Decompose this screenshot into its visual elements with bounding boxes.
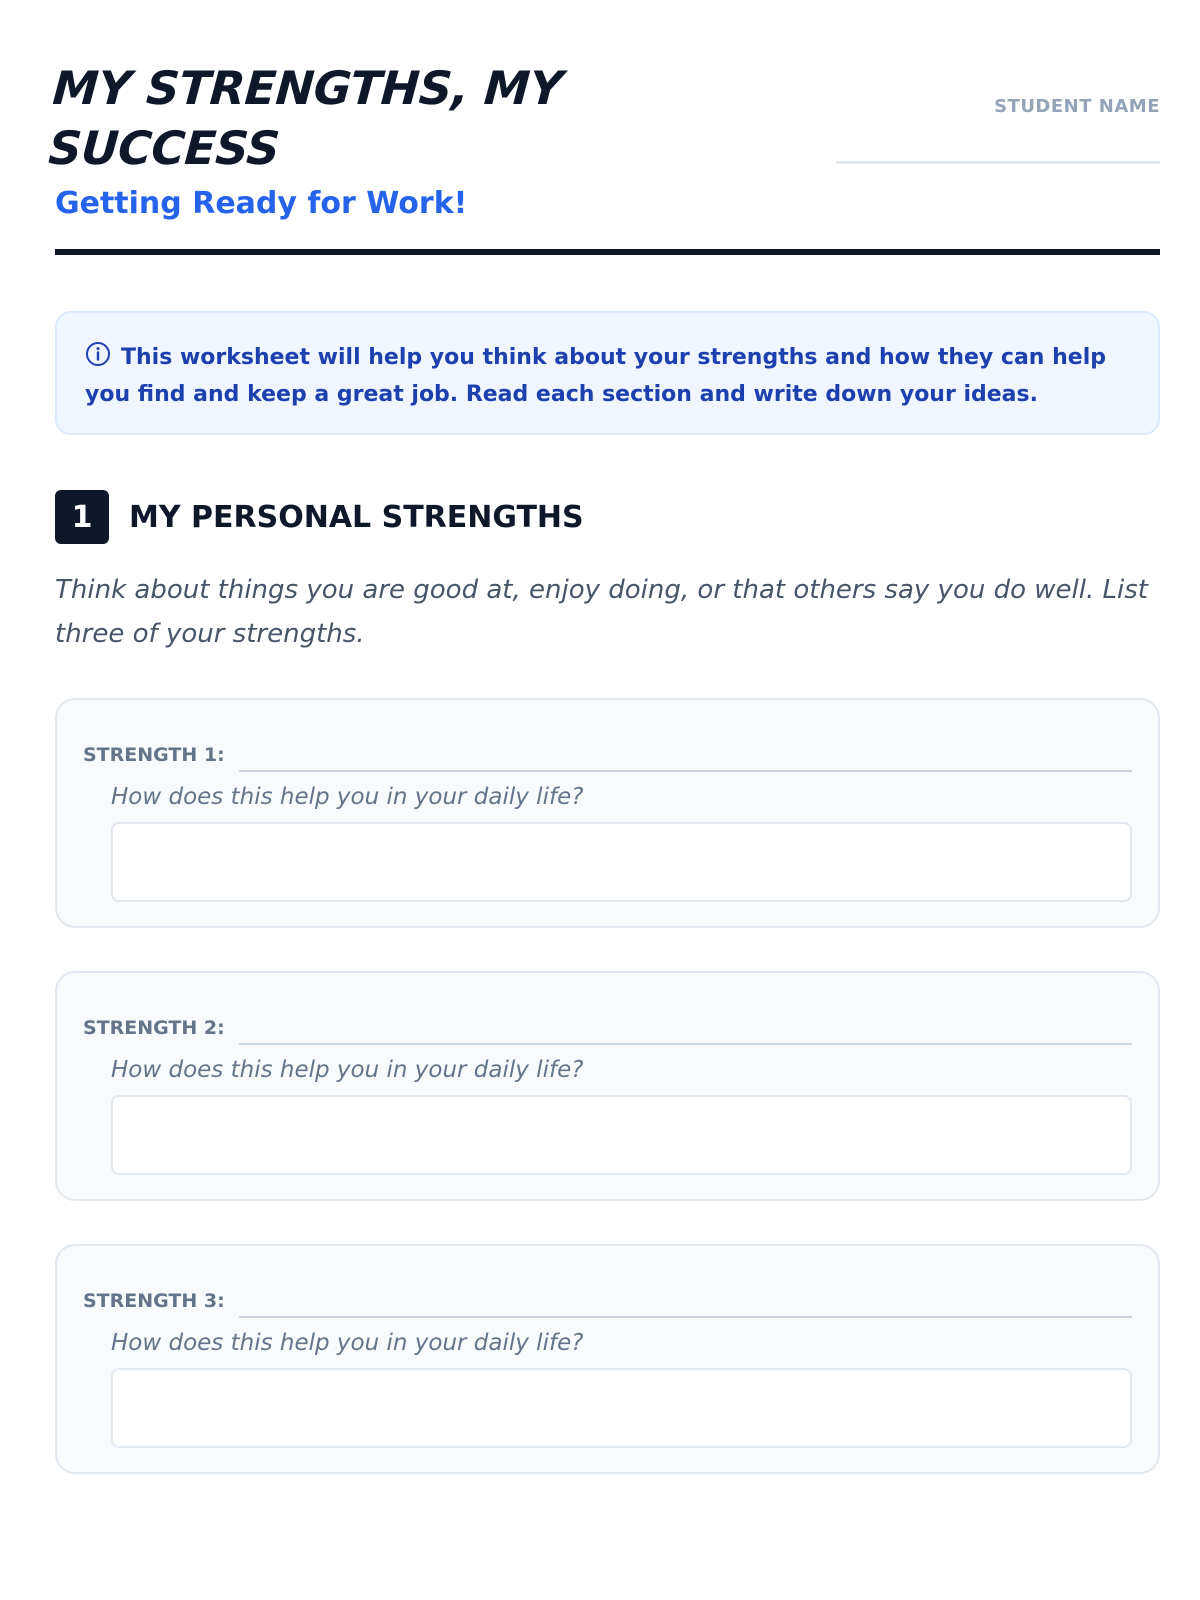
section-number-badge: 1 bbox=[55, 490, 109, 544]
worksheet-header bbox=[46, 58, 1160, 258]
strength-card bbox=[55, 1244, 1160, 1474]
worksheet-title: MY STRENGTHS, MY SUCCESS bbox=[46, 61, 565, 175]
strength-card bbox=[55, 698, 1160, 928]
strength-label: STRENGTH 3: bbox=[83, 1290, 225, 1312]
strength-question: How does this help you in your daily life? bbox=[111, 1330, 584, 1356]
info-text: This worksheet will help you think about your strengths and how they can help you find and keep a great job. Read each section and write down your ideas. bbox=[85, 345, 1106, 407]
strength-answer-line[interactable] bbox=[239, 1316, 1132, 1318]
strength-answer-line[interactable] bbox=[239, 770, 1132, 772]
info-box bbox=[55, 311, 1160, 435]
strength-question: How does this help you in your daily life? bbox=[111, 1057, 584, 1083]
strength-card bbox=[55, 971, 1160, 1201]
strength-answer-box[interactable] bbox=[111, 822, 1132, 902]
strength-row bbox=[83, 1005, 1132, 1045]
section-heading bbox=[55, 490, 584, 544]
student-name-label: STUDENT NAME bbox=[994, 96, 1160, 117]
section-description: Think about things you are good at, enjoy doing, or that others say you do well. List three of your strengths. bbox=[55, 575, 1148, 649]
strength-row bbox=[83, 1278, 1132, 1318]
header-divider bbox=[55, 249, 1160, 255]
info-circle-icon bbox=[85, 341, 111, 378]
student-name-field bbox=[836, 96, 1160, 164]
strength-row bbox=[83, 732, 1132, 772]
strength-label: STRENGTH 1: bbox=[83, 744, 225, 766]
strength-answer-box[interactable] bbox=[111, 1095, 1132, 1175]
strength-answer-box[interactable] bbox=[111, 1368, 1132, 1448]
strength-question: How does this help you in your daily life? bbox=[111, 784, 584, 810]
student-name-line[interactable] bbox=[836, 161, 1160, 164]
strength-answer-line[interactable] bbox=[239, 1043, 1132, 1045]
strength-label: STRENGTH 2: bbox=[83, 1017, 225, 1039]
worksheet-subtitle: Getting Ready for Work! bbox=[55, 186, 468, 221]
section-title: MY PERSONAL STRENGTHS bbox=[129, 499, 584, 535]
